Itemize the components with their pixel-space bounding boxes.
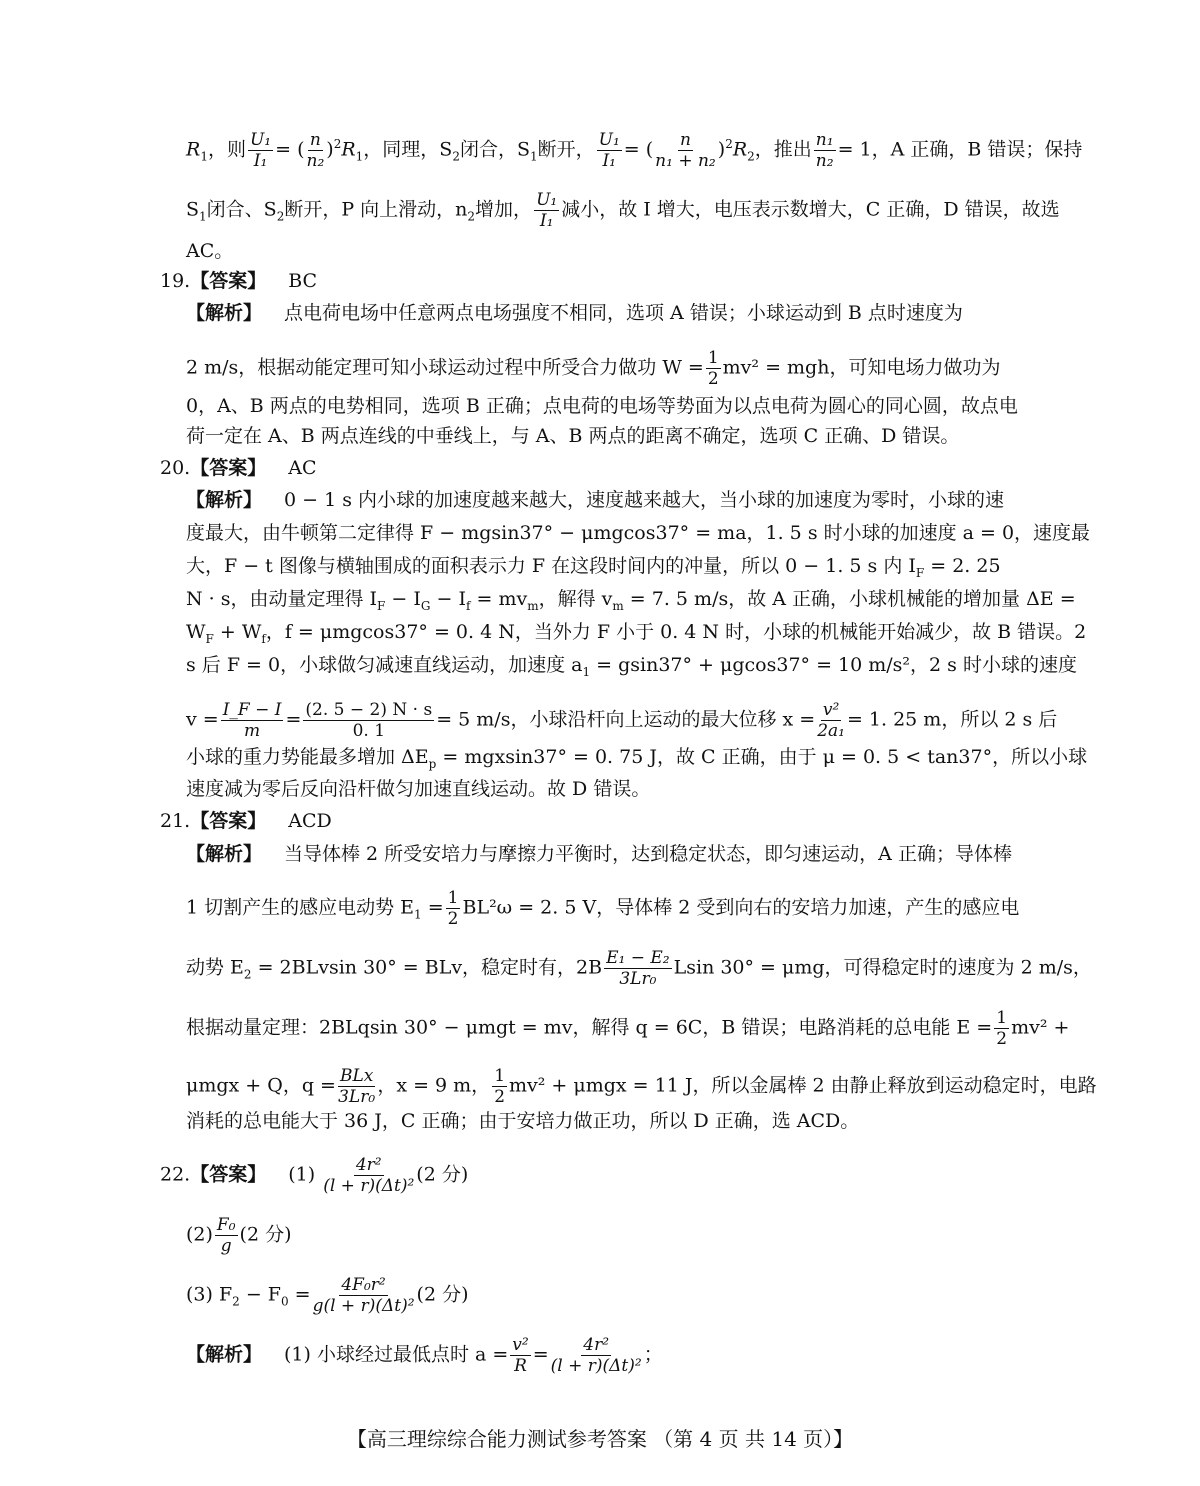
fraction: $\frac{\text{F₀}}{g}$ xyxy=(216,1215,236,1256)
text: ，同理，S xyxy=(363,138,453,161)
fraction: $\frac{\text{E₁ − E₂}}{\text{3Lr₀}}$ xyxy=(606,948,670,989)
fraction: $\frac{\text{4F₀r²}}{\text{g(l + r)(Δt)²}}$ xyxy=(312,1275,415,1316)
fraction: $\frac{\text{v²}}{\text{2a₁}}$ xyxy=(817,700,845,741)
text-line: N · s，由动量定理得 $I_F - I_G - I_f = mv_m$，解得 $v_m = 7$. 5 m/s，故 A 正确，小球机械能的增加量 ΔE = xyxy=(186,588,1076,613)
fraction: $\frac{n}{\text{n₂}}$ xyxy=(306,130,325,171)
question-19-solution: 【解析】 点电荷电场中任意两点电场强度不相同，选项 A 错误；小球运动到 B 点时速度为 xyxy=(186,302,963,324)
fraction: $\frac{\text{U₁}}{\text{I₁}}$ xyxy=(598,130,620,171)
question-22-answer: 22.【答案】 (1) $\frac{\text{4r²}}{\text{(l + r)(Δt)²}}$ (2 分) xyxy=(160,1155,469,1196)
text-line: μmgx + Q，q = BLx 3Lr₀ ，x = 9 m， $\frac{1}{2}$ mv² + μmgx = 11 J，所以金属棒 2 由静止释放到运动稳定时，电路 xyxy=(186,1066,1097,1107)
text-line: v = $\frac{I\_F - I}{m}$ = $\frac{(2. 5 - 2) N \cdot s}{0. 1}$ = 5 m/s，小球沿杆向上运动的最大位移 x = $\frac{\text{v²}}{\text{2a₁}}$ = 1. 25 m，所以 2 s 后 xyxy=(186,700,1058,741)
text-line: $W_F + W_f$，f = μmgcos37° = 0. 4 N，当外力 F 小于 0. 4 N 时，小球的机械能开始减少，故 B 错误。2 xyxy=(186,621,1087,646)
text-line: 小球的重力势能最多增加 $\Delta E_p = mgxsin37^\circ = 0$. 75 J，故 C 正确，由于 μ = 0. 5 < tan37°，所以小球 xyxy=(186,746,1088,771)
fraction: $\frac{I\_F - I}{m}$ xyxy=(222,700,282,741)
fraction: $\frac{1}{2}$ xyxy=(447,888,459,929)
page-footer: 【高三理综综合能力测试参考答案 （第 4 页 共 14 页）】 xyxy=(346,1427,854,1451)
text-line: (2) $\frac{\text{F₀}}{g}$ (2 分) xyxy=(186,1215,292,1256)
question-21-answer: 21.【答案】 ACD xyxy=(160,810,332,832)
text: 闭合，S xyxy=(459,138,530,161)
question-19-answer: 19.【答案】 BC xyxy=(160,270,318,292)
text-line: 度最大，由牛顿第二定律得 F − mgsin37° − μmgcos37° = ma，1. 5 s 时小球的加速度 a = 0，速度最 xyxy=(186,522,1091,544)
text-line: 速度减为零后反向沿杆做匀加速直线运动。故 D 错误。 xyxy=(186,778,651,800)
fraction: $\frac{\text{v²}}{R}$ xyxy=(512,1335,529,1376)
text-line: 1 切割产生的感应电动势 $E_1$ = $\frac{1}{2}$ BL²ω = 2. 5 V，导体棒 2 受到向右的安培力加速，产生的感应电 xyxy=(186,888,1020,929)
fraction: BLx 3Lr₀ xyxy=(338,1066,376,1107)
text: R xyxy=(186,138,201,161)
question-22-solution: 【解析】 (1) 小球经过最低点时 a = $\frac{\text{v²}}{R}$ = $\frac{\text{4r²}}{\text{(l + r)(Δt)²}}$ ； xyxy=(186,1335,663,1376)
text: ，推出 xyxy=(754,138,812,161)
fraction: $\frac{(2. 5 - 2) N \cdot s}{0. 1}$ xyxy=(305,700,433,741)
fraction: $\frac{\text{U₁}}{\text{I₁}}$ xyxy=(249,130,272,171)
text-line: 根据动量定理：2BLqsin 30° − μmgt = mv，解得 q = 6C，B 错误；电路消耗的总电能 E = $\frac{1}{2}$ mv² + xyxy=(186,1008,1070,1049)
text: 断开， xyxy=(537,138,595,161)
text-line: 动势 $E_2 = 2BLvsin$ 30° = BLv，稳定时有，2B $\frac{\text{E₁ − E₂}}{\text{3Lr₀}}$ Lsin 30° = μmg，可得稳定时的速度为 2 m/s， xyxy=(186,948,1092,989)
fraction: $\frac{\text{U₁}}{\text{I₁}}$ xyxy=(536,190,558,231)
text-line: 大，F − t 图像与横轴围成的面积表示力 F 在这段时间内的冲量，所以 0 − 1. 5 s 内 $I_F = 2$. 25 xyxy=(186,555,1001,580)
text-line: $R_1$，则 $\frac{\text{U₁}}{\text{I₁}}$ = ( $\frac{n}{\text{n₂}}$ )$^2R_1$，同理，$S_2$闭合，$S_1$断开， $\frac{\text{U₁}}{\text{I₁}}$ = ( $\frac{n}{\text{n₁ + n₂}}$ )$^2R_2$，推出 $\frac{\text{n₁}}{\text{n₂}}$ = 1，A 正确，B 错误；保持 xyxy=(186,130,1083,171)
fraction: $\frac{\text{4r²}}{\text{(l + r)(Δt)²}}$ xyxy=(323,1155,415,1196)
text-line: 2 m/s，根据动能定理可知小球运动过程中所受合力做功 W = $\frac{1}{2}$ mv² = mgh，可知电场力做功为 xyxy=(186,348,1001,389)
question-20-answer: 20.【答案】 AC xyxy=(160,457,317,479)
fraction: $\frac{1}{2}$ xyxy=(707,348,719,389)
text-line: 消耗的总电能大于 36 J，C 正确；由于安培力做正功，所以 D 正确，选 ACD。 xyxy=(186,1110,860,1132)
text-line: 荷一定在 A、B 两点连线的中垂线上，与 A、B 两点的距离不确定，选项 C 正确、D 错误。 xyxy=(186,425,960,447)
text-line: s 后 F = 0，小球做匀减速直线运动，加速度 $a_1 = gsin37^\circ + \mu gcos37^\circ = 10$ m/s²，2 s 时小球的速度 xyxy=(186,654,1077,679)
fraction: $\frac{n}{\text{n₁ + n₂}}$ xyxy=(655,130,716,171)
fraction: $\frac{1}{2}$ xyxy=(494,1066,506,1107)
text-line: AC。 xyxy=(186,240,234,262)
text: = 1，A 正确，B 错误；保持 xyxy=(837,138,1083,161)
text-line: 0，A、B 两点的电势相同，选项 B 正确；点电荷的电场等势面为以点电荷为圆心的同心圆，故点电 xyxy=(186,395,1018,417)
fraction: $\frac{\text{n₁}}{\text{n₂}}$ xyxy=(815,130,834,171)
question-20-solution: 【解析】 0 − 1 s 内小球的加速度越来越大，速度越来越大，当小球的加速度为零时，小球的速 xyxy=(186,489,1005,511)
fraction: $\frac{\text{4r²}}{\text{(l + r)(Δt)²}}$ xyxy=(550,1335,642,1376)
fraction: $\frac{1}{2}$ xyxy=(996,1008,1008,1049)
text-line: $S_1$闭合、$S_2$断开，P 向上滑动，$n_2$增加， $\frac{\text{U₁}}{\text{I₁}}$ 减小，故 I 增大，电压表示数增大，C 正确，D 错误，故选 xyxy=(186,190,1060,231)
question-21-solution: 【解析】 当导体棒 2 所受安培力与摩擦力平衡时，达到稳定状态，即匀速运动，A 正确；导体棒 xyxy=(186,843,1012,865)
text: ，则 xyxy=(207,138,246,161)
text-line: (3) $F_2 - F_0$ = $\frac{\text{4F₀r²}}{\text{g(l + r)(Δt)²}}$ (2 分) xyxy=(186,1275,469,1316)
